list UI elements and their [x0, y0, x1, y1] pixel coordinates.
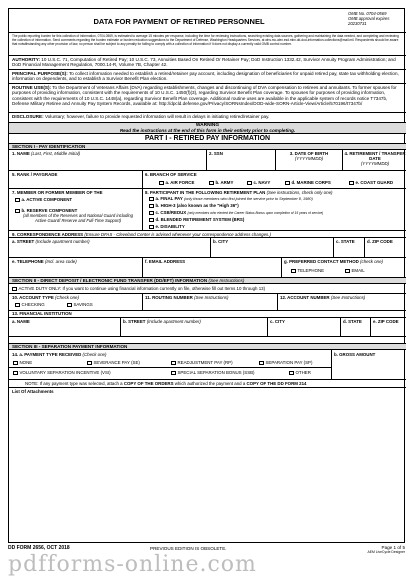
checkbox[interactable] — [149, 218, 154, 223]
account-number-label-sub: (See Instructions) — [330, 295, 366, 300]
reserve-component-label: b. RESERVE COMPONENT — [21, 208, 78, 213]
institution-street-label-sub: (Include apartment number) — [146, 319, 201, 324]
checkbox[interactable] — [209, 181, 214, 186]
section-3-header: SECTION III - SEPARATION PAYMENT INFORMATION — [9, 343, 406, 350]
form-header — [9, 9, 406, 33]
plan-disability[interactable] — [149, 224, 185, 229]
active-duty-text: ACTIVE DUTY ONLY: If you want to continue using financial information currently on file, otherwise fill out Items 10 through 13) — [18, 286, 266, 291]
payment-none-option[interactable] — [13, 360, 32, 365]
branch-marine-corps-label: d. MARINE CORPS — [291, 180, 331, 185]
active-component-label: a. ACTIVE COMPONENT — [21, 197, 73, 202]
footer-form-id: DD FORM 2656, OCT 2018 — [8, 545, 70, 551]
divider — [277, 293, 278, 310]
checkbox[interactable] — [15, 198, 20, 203]
retirement-plan-label-sub: (See instructions, check only one) — [266, 190, 333, 195]
payment-type-label — [12, 352, 106, 357]
plan-disability-label: e. DISABILITY — [155, 224, 185, 229]
payment-ssb-option[interactable] — [171, 370, 255, 375]
omb-info — [348, 11, 402, 26]
dob-label — [278, 151, 340, 161]
address-state-label: c. STATE — [336, 239, 355, 244]
purpose-text: To collect information needed to establish a retired/retainer pay account, including designation of beneficiaries for unpaid retired pay, state tax withholding election, information on dependents, and to establish a Survivor Benefit Plan election. — [12, 71, 399, 82]
checkbox[interactable] — [171, 361, 176, 366]
checkbox[interactable] — [12, 287, 17, 292]
payment-severance-option[interactable] — [87, 360, 140, 365]
branch-army[interactable] — [209, 180, 233, 185]
purpose-block — [12, 71, 403, 82]
retirement-plan-label-text: 8. PARTICIPANT IN THE FOLLOWING RETIREMENT PLAN — [145, 190, 266, 195]
checkbox[interactable] — [289, 371, 294, 376]
divider — [281, 257, 282, 277]
ssn-field[interactable] — [209, 157, 273, 167]
checkbox[interactable] — [291, 269, 296, 274]
attachment-note — [25, 381, 306, 386]
watermark: pdfforms-online.com — [8, 552, 257, 577]
address-street-label — [12, 239, 90, 244]
divider — [9, 257, 406, 258]
routing-number-label-text: 11. ROUTING NUMBER — [145, 295, 193, 300]
form-page — [8, 8, 405, 543]
contact-telephone-option[interactable] — [291, 268, 324, 273]
divider — [267, 317, 268, 336]
section-1-header: SECTION I - PAY IDENTIFICATION — [9, 143, 406, 150]
institution-name-label: a. NAME — [12, 319, 30, 324]
account-number-label — [280, 295, 365, 300]
divider — [206, 150, 207, 170]
warning-title: WARNING — [195, 123, 220, 128]
section-2-title-sub: (See Instructions) — [208, 278, 245, 283]
plan-brs[interactable] — [149, 217, 244, 222]
branch-air-force[interactable] — [159, 180, 194, 185]
retirement-date-label-text: 4. RETIREMENT / TRANSFER DATE — [344, 151, 406, 161]
attachments-field[interactable] — [12, 395, 403, 541]
plan-final-pay-note: (only those members who first joined the service prior to September 8, 1980) — [183, 197, 313, 201]
branch-navy-label: c. NAVY — [253, 180, 271, 185]
section-2-title: SECTION II - DIRECT DEPOSIT / ELECTRONIC FUND TRANSFER (DD/EFT) INFORMATION — [12, 278, 208, 283]
financial-institution-label: 13. FINANCIAL INSTITUTION — [12, 311, 72, 316]
footer-previous-edition: PREVIOUS EDITION IS OBSOLETE. — [150, 546, 227, 551]
telephone-field[interactable] — [12, 265, 140, 275]
contact-telephone-label: TELEPHONE — [297, 268, 325, 273]
correspondence-address-label-text: 9. CORRESPONDENCE ADDRESS — [12, 232, 84, 237]
divider — [9, 379, 406, 380]
account-type-label-text: 10. ACCOUNT TYPE — [12, 295, 54, 300]
institution-street-label — [123, 319, 201, 324]
warning-text: Read the instructions at the end of this form in their entirety prior to completing. — [119, 128, 296, 133]
plan-high-3[interactable] — [149, 203, 239, 208]
plan-brs-label: d. BLENDED RETIREMENT SYSTEM (BRS) — [155, 217, 245, 222]
divider — [342, 150, 343, 170]
divider — [9, 336, 406, 337]
branch-army-label: b. ARMY — [215, 180, 234, 185]
payment-separation-option[interactable] — [259, 360, 312, 365]
telephone-label-sub: (Incl. area code) — [44, 259, 77, 264]
divider — [9, 112, 406, 113]
payment-vsi-option[interactable] — [13, 370, 111, 375]
name-label-text: 1. NAME — [12, 151, 30, 156]
checking-option[interactable] — [15, 302, 45, 307]
omb-number: OMB No. 0704-0569 — [348, 11, 387, 16]
branch-navy[interactable] — [247, 180, 270, 185]
divider — [9, 293, 406, 294]
ssn-label: 2. SSN — [209, 151, 223, 156]
branch-marine-corps[interactable] — [285, 180, 331, 185]
divider — [120, 317, 121, 336]
branch-air-force-label: a. AIR FORCE — [165, 180, 195, 185]
account-number-field[interactable] — [280, 301, 404, 309]
payment-separation-label: SEPARATION PAY (SP) — [265, 360, 313, 365]
footer-page-number: Page 1 of 5 — [381, 545, 405, 550]
contact-method-label-sub: (check one) — [360, 259, 383, 264]
divider — [370, 317, 371, 336]
retirement-plan-label — [145, 190, 332, 195]
contact-email-option[interactable] — [345, 268, 365, 273]
address-street-field[interactable] — [12, 245, 208, 255]
plan-final-pay-label: a. FINAL PAY — [155, 196, 183, 201]
savings-option[interactable] — [67, 302, 93, 307]
checkbox[interactable] — [15, 209, 20, 214]
divider — [9, 230, 406, 231]
disclosure-block — [12, 114, 403, 119]
routine-use-block — [12, 85, 403, 107]
checkbox[interactable] — [345, 269, 350, 274]
rank-label: 5. RANK / PAYGRADE — [12, 172, 58, 177]
payment-other-label: OTHER — [295, 370, 311, 375]
footer-designer: AEM LiveCycle Designer — [367, 550, 405, 554]
email-label: f. EMAIL ADDRESS — [145, 259, 186, 264]
divider — [9, 367, 331, 368]
checkbox[interactable] — [285, 181, 290, 186]
dob-label-text: 3. DATE OF BIRTH — [289, 151, 329, 156]
checkbox[interactable] — [171, 371, 176, 376]
gross-amount-label: b. GROSS AMOUNT — [334, 352, 376, 357]
reserve-component-note: (all members of the Reserves and National Guard including Active Guard/ Reserve and Full-Time Support) — [23, 213, 133, 223]
divider — [142, 257, 143, 277]
checkbox[interactable] — [149, 204, 154, 209]
account-type-label — [12, 295, 79, 300]
divider — [9, 188, 406, 189]
divider — [9, 83, 406, 84]
plan-csb-redux-note: (only members who elected the Career Status Bonus upon completion of 15 years of service) — [187, 211, 324, 215]
payment-none-label: NONE — [19, 360, 33, 365]
institution-state-label: d. STATE — [343, 319, 362, 324]
checking-label: CHECKING — [21, 302, 45, 307]
routing-number-field[interactable] — [145, 301, 275, 309]
checkbox[interactable] — [149, 197, 154, 202]
part-title: PART I - RETIRED PAY INFORMATION — [144, 135, 271, 142]
contact-method-label-text: g. PREFERRED CONTACT METHOD — [284, 259, 359, 264]
plan-final-pay[interactable] — [149, 196, 313, 202]
note-text-1: NOTE: If any payment type was selected, attach a — [25, 381, 124, 386]
routing-number-label — [145, 295, 228, 300]
routing-number-label-sub: (See Instructions) — [194, 295, 229, 300]
divider — [9, 387, 406, 388]
checkbox[interactable] — [13, 361, 18, 366]
divider — [340, 317, 341, 336]
purpose-label: PRINCIPAL PURPOSE(S): — [12, 71, 68, 76]
form-title: DATA FOR PAYMENT OF RETIRED PERSONNEL — [93, 17, 265, 26]
retirement-date-label-sub: (YYYYMMDD) — [360, 161, 390, 166]
payment-severance-label: SEVERANCE PAY (SE) — [93, 360, 140, 365]
divider — [9, 317, 406, 318]
checkbox[interactable] — [87, 361, 92, 366]
payment-type-label-text: 14. a. PAYMENT TYPE RECEIVED — [12, 352, 82, 357]
plan-high-3-label: b. HIGH-3 (also known as the "High 36") — [155, 203, 239, 208]
name-field[interactable] — [12, 157, 204, 167]
disclosure-text: Voluntary; however, failure to provide requested information will result in delays in initiating retired/retainer pay. — [44, 114, 270, 119]
warning-banner — [9, 122, 406, 134]
contact-method-label — [284, 259, 383, 264]
branch-coast-guard[interactable] — [349, 180, 393, 185]
note-orders: COPY OF THE ORDERS — [123, 381, 174, 386]
divider — [9, 237, 406, 238]
payment-type-label-sub: (Check one) — [82, 352, 107, 357]
plan-csb-redux[interactable] — [149, 210, 323, 216]
institution-zip-label: e. ZIP CODE — [373, 319, 399, 324]
checkbox[interactable] — [13, 371, 18, 376]
institution-street-label-text: b. STREET — [123, 319, 146, 324]
routine-text: To the Department of Veterans Affairs (DVA) regarding establishments, changes and discontinuing of DVA compensation to retirees and annuitants. To former spouses for purposes of providing information, consistent with the requirements of 10 U.S.C. 1450(f)(3), regarding Survivor Benefit Plan coverage. To spouses for purposes of providing information, consistent with the requirements of 10 U.S.C. 1448(a), regarding Survivor Benefit Plan coverage. Additional routine uses are available in the applicable system of records notice T7347b, Defense Military Retiree and Annuity Pay System Records, available at: http://dpcld.defense.gov/Privacy/SORNsIndex/DOD-wide-SORN-Article-View/Article/570196/t7347b/ — [12, 85, 397, 107]
address-street-label-text: a. STREET — [12, 239, 35, 244]
payment-other-option[interactable] — [289, 370, 311, 375]
disclosure-label: DISCLOSURE: — [12, 114, 44, 119]
divider — [333, 237, 334, 257]
divider — [142, 293, 143, 310]
divider — [210, 237, 211, 257]
divider — [142, 188, 143, 230]
authority-label: AUTHORITY: — [12, 57, 40, 62]
divider — [364, 237, 365, 257]
divider — [9, 69, 406, 70]
address-zip-label: d. ZIP CODE — [367, 239, 393, 244]
checkbox[interactable] — [15, 303, 20, 308]
institution-name-field[interactable] — [12, 325, 118, 334]
note-text-2: which authorized the payment and a — [173, 381, 247, 386]
checkbox[interactable] — [159, 181, 164, 186]
contact-email-label: EMAIL — [351, 268, 365, 273]
rank-field[interactable] — [12, 178, 140, 186]
checkbox[interactable] — [149, 225, 154, 230]
authority-text: 10 U.S.C. 71, Computation of Retired Pay; 10 U.S.C. 73, Annuities Based On Retired Or Retainer Pay; DoD Instruction 1332.42, Survivor Annuity Program Administration; and DoD Financial Management Regulation, 7000.14-R, Volume 7B, Chapter 42. — [12, 57, 396, 68]
divider — [275, 150, 276, 170]
correspondence-address-label-sub: (Ensure DFAS - Cleveland Center is advised whenever your correspondence address changes.) — [84, 232, 271, 237]
member-label: 7. MEMBER OR FORMER MEMBER OF THE — [12, 190, 103, 195]
burden-statement: The public reporting burden for this collection of information, 0704-0569, is estimated to average 15 minutes per response, including the time for reviewing instructions, searching existing data sources, gathering and maintaining the data needed, and completing and reviewing the collection of information. Send comments regarding the burden estimate or burden reduction suggestions to the Department of Defense, Washington Headquarters Services, at whs.mc-alex.esd.mbx.dd-dod-information-collections@mail.mil. Respondents should be aware that notwithstanding any other provision of law, no person shall be subject to any penalty for failing to comply with a collection of information if it does not display a currently valid OMB control number. — [12, 34, 399, 46]
routine-label: ROUTINE USE(S): — [12, 85, 52, 90]
payment-vsi-label: VOLUNTARY SEPARATION INCENTIVE (VSI) — [19, 370, 111, 375]
account-type-label-sub: (Check one) — [55, 295, 79, 300]
omb-expiry-label: OMB approval expires — [348, 16, 390, 21]
payment-readjustment-option[interactable] — [171, 360, 233, 365]
telephone-label — [12, 259, 77, 264]
telephone-label-text: e. TELEPHONE — [12, 259, 44, 264]
payment-ssb-label: SPECIAL SEPARATION BONUS (SSB) — [177, 370, 255, 375]
note-dd214: COPY OF THE DD FORM 214 — [246, 381, 307, 386]
checkbox[interactable] — [349, 181, 354, 186]
institution-street-field[interactable] — [123, 325, 265, 334]
checkbox[interactable] — [67, 303, 72, 308]
branch-coast-guard-label: e. COAST GUARD — [355, 180, 394, 185]
active-component-option[interactable] — [15, 197, 72, 202]
omb-expiry-date: 20230731 — [348, 21, 367, 26]
checkbox[interactable] — [247, 181, 252, 186]
divider — [142, 170, 143, 188]
institution-city-label: c. CITY — [270, 319, 285, 324]
gross-amount-field[interactable] — [334, 359, 404, 377]
email-field[interactable] — [145, 265, 279, 275]
divider — [331, 350, 332, 380]
attachments-label: List Of Attachments — [12, 389, 54, 394]
dob-label-sub: (YYYYMMDD) — [294, 156, 324, 161]
checkbox[interactable] — [149, 211, 154, 216]
divider — [9, 170, 406, 171]
account-number-label-text: 12. ACCOUNT NUMBER — [280, 295, 330, 300]
savings-label: SAVINGS — [73, 302, 93, 307]
address-city-label: b. CITY — [213, 239, 229, 244]
divider — [9, 55, 406, 56]
address-street-label-sub: (Include apartment number) — [35, 239, 90, 244]
active-duty-option[interactable] — [12, 286, 265, 291]
plan-csb-redux-label: c. CSB/REDUX — [155, 210, 187, 215]
retirement-date-label — [344, 151, 406, 166]
branch-label: 6. BRANCH OF SERVICE — [145, 172, 197, 177]
name-label — [12, 151, 80, 156]
authority-block — [12, 57, 403, 68]
name-label-sub: (Last, First, Middle Initial) — [31, 151, 81, 156]
section-2-header — [9, 277, 406, 284]
payment-readjustment-label: READJUSTMENT PAY (RP) — [177, 360, 233, 365]
checkbox[interactable] — [259, 361, 264, 366]
